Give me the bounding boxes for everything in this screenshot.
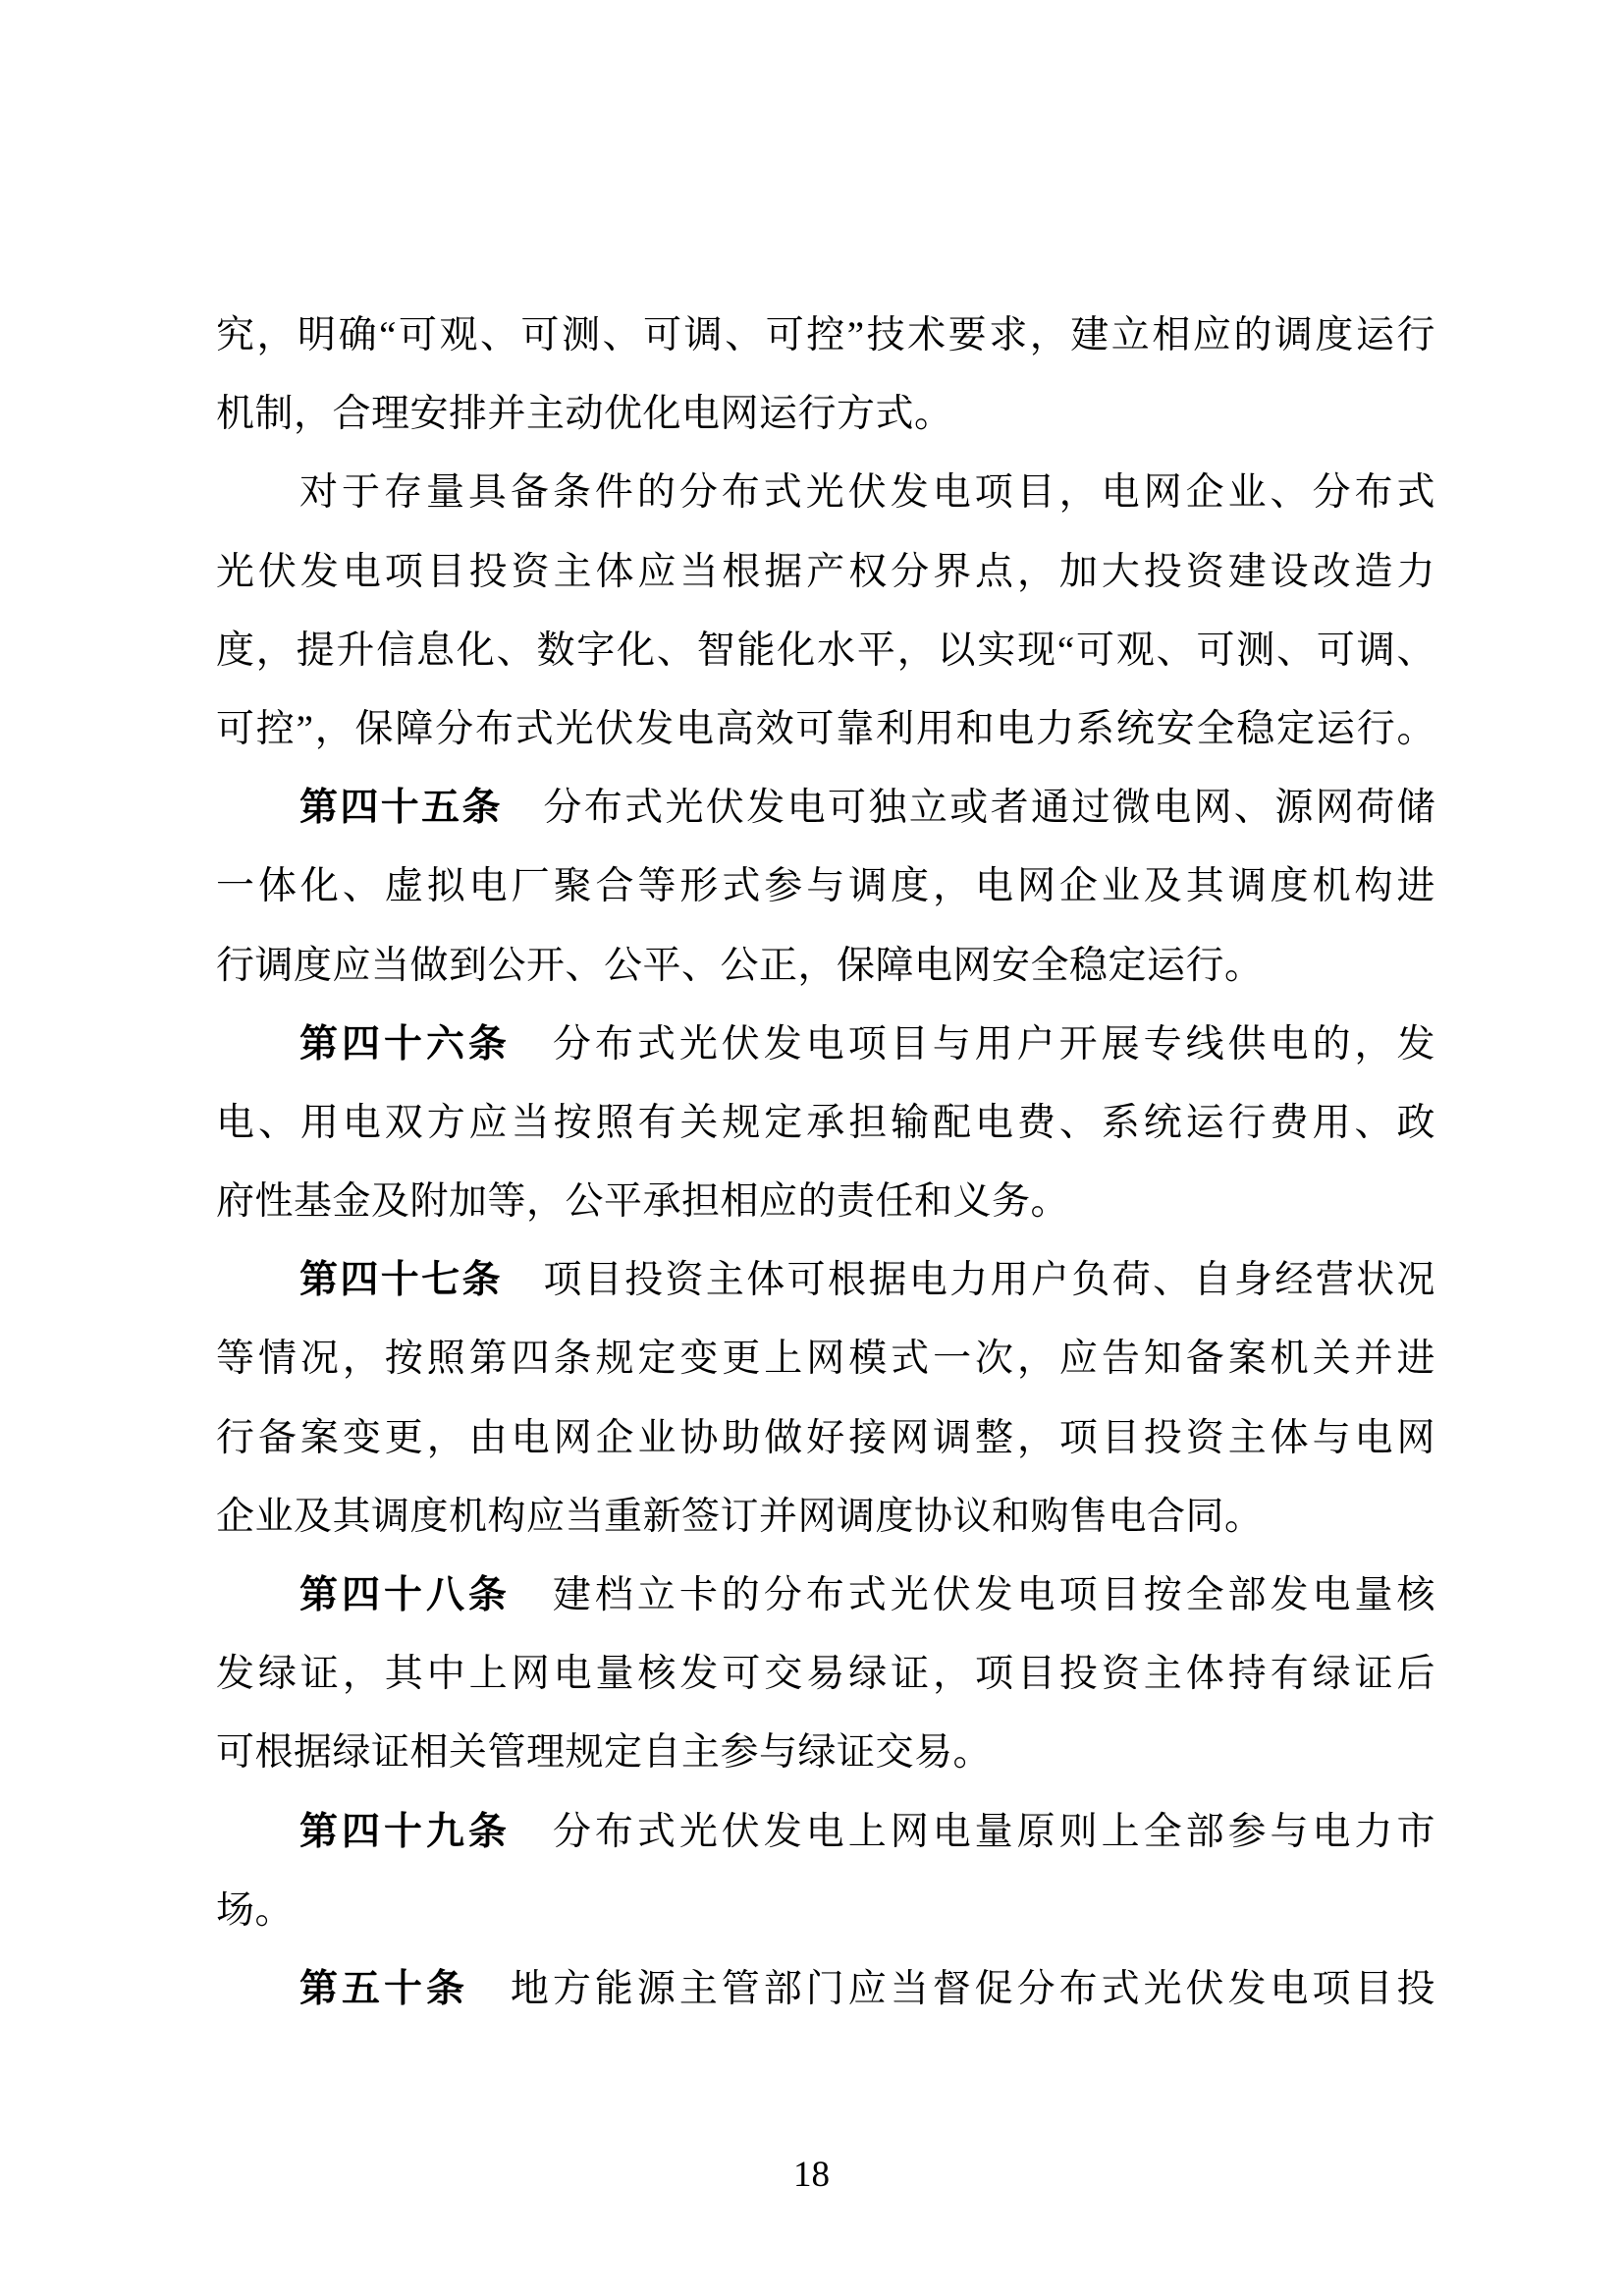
article-number: 第五十条	[299, 1967, 468, 2010]
page-number: 18	[793, 2155, 830, 2195]
body-line	[216, 1478, 1435, 1557]
body-line	[216, 1872, 1435, 1950]
body-line	[216, 690, 1435, 769]
article-48-line	[216, 1557, 1435, 1635]
body-line	[216, 612, 1435, 690]
article-45-line	[216, 769, 1435, 847]
body-line	[216, 927, 1435, 1006]
line-text: 府性基金及附加等，公平承担相应的责任和义务。	[216, 1180, 1070, 1224]
line-text: 项目投资主体可根据电力用户负荷、自身经营状况	[502, 1259, 1435, 1302]
line-text: 分布式光伏发电上网电量原则上全部参与电力市	[510, 1810, 1435, 1853]
line-text: 电、用电双方应当按照有关规定承担输配电费、系统运行费用、政	[216, 1101, 1435, 1144]
body-line	[216, 533, 1435, 612]
body-line	[216, 1714, 1435, 1792]
line-text: 分布式光伏发电项目与用户开展专线供电的，发	[510, 1022, 1435, 1066]
body-line	[216, 1084, 1435, 1163]
body-line	[216, 1163, 1435, 1241]
line-text: 企业及其调度机构应当重新签订并网调度协议和购售电合同。	[216, 1495, 1264, 1538]
line-text: 建档立卡的分布式光伏发电项目按全部发电量核	[510, 1574, 1435, 1616]
article-50-line	[216, 1950, 1435, 2029]
article-number: 第四十五条	[299, 787, 503, 830]
line-text: 场。	[216, 1888, 295, 1932]
line-text: 光伏发电项目投资主体应当根据产权分界点，加大投资建设改造力	[216, 550, 1435, 593]
line-text: 等情况，按照第四条规定变更上网模式一次，应告知备案机关并进	[216, 1338, 1435, 1381]
body-line	[216, 297, 1435, 375]
line-text: 行备案变更，由电网企业协助做好接网调整，项目投资主体与电网	[216, 1416, 1435, 1459]
line-text: 分布式光伏发电可独立或者通过微电网、源网荷储	[502, 787, 1435, 830]
line-text: 可根据绿证相关管理规定自主参与绿证交易。	[216, 1731, 993, 1775]
line-text: 究，明确“可观、可测、可调、可控”技术要求，建立相应的调度运行	[216, 314, 1435, 356]
article-number: 第四十七条	[299, 1259, 503, 1302]
document-body	[216, 297, 1435, 2029]
line-text: 度，提升信息化、数字化、智能化水平，以实现“可观、可测、可调、	[216, 629, 1435, 672]
body-line	[216, 1635, 1435, 1714]
body-line	[216, 1320, 1435, 1398]
article-49-line	[216, 1793, 1435, 1872]
line-text: 发绿证，其中上网电量核发可交易绿证，项目投资主体持有绿证后	[216, 1653, 1435, 1696]
line-text: 一体化、虚拟电厂聚合等形式参与调度，电网企业及其调度机构进	[216, 865, 1435, 908]
line-text: 对于存量具备条件的分布式光伏发电项目，电网企业、分布式	[299, 471, 1435, 515]
body-line	[216, 1399, 1435, 1478]
article-number: 第四十九条	[299, 1810, 511, 1853]
line-text: 机制，合理安排并主动优化电网运行方式。	[216, 393, 953, 436]
body-line	[216, 847, 1435, 926]
article-46-line	[216, 1006, 1435, 1084]
line-text: 地方能源主管部门应当督促分布式光伏发电项目投	[467, 1967, 1435, 2010]
article-number: 第四十六条	[299, 1022, 511, 1066]
body-line	[216, 454, 1435, 532]
line-text: 行调度应当做到公开、公平、公正，保障电网安全稳定运行。	[216, 944, 1264, 987]
body-line	[216, 375, 1435, 454]
article-47-line	[216, 1241, 1435, 1320]
article-number: 第四十八条	[299, 1574, 511, 1616]
line-text: 可控”，保障分布式光伏发电高效可靠利用和电力系统安全稳定运行。	[216, 707, 1435, 750]
